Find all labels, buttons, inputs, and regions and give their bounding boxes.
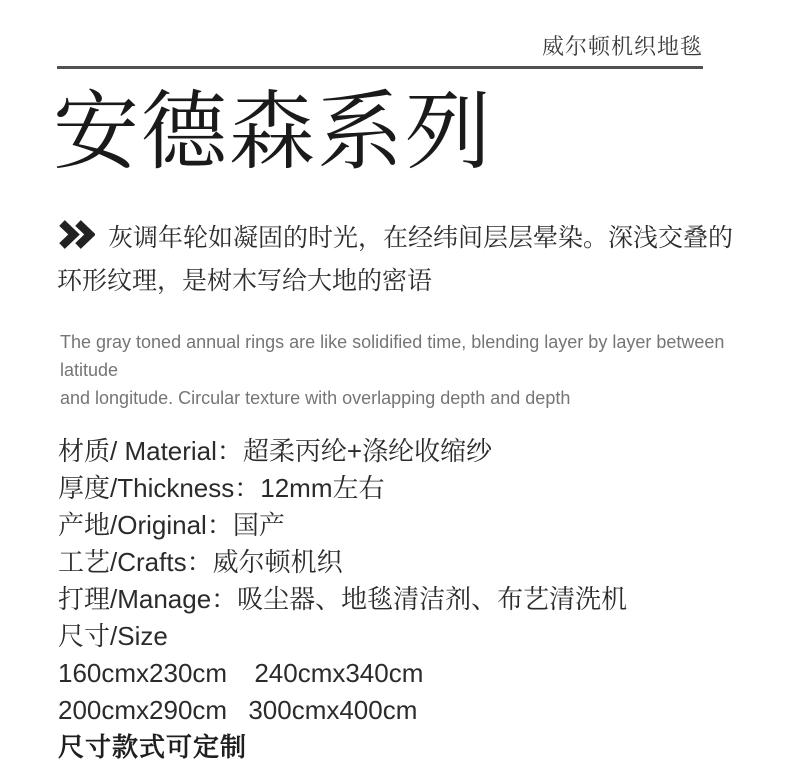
intro-en-line2: and longitude. Circular texture with overlapping depth and depth [60, 387, 571, 408]
spec-list [58, 433, 760, 766]
size-row-1 [58, 655, 760, 692]
spec-care: 打理/Manage：吸尘器、地毯清洁剂、布艺清洗机 [58, 583, 628, 614]
size-option: 240cmx340cm [254, 657, 424, 688]
spec-size-label: 尺寸/Size [58, 620, 168, 651]
intro-zh-line1: 灰调年轮如凝固的时光，在经纬间层层晕染。深浅交叠的 [108, 223, 734, 252]
series-title: 安德森系列 [53, 84, 493, 180]
intro-zh-line2: 环形纹理，是树木写给大地的密语 [57, 266, 433, 295]
header-category-label: 威尔顿机织地毯 [541, 34, 703, 59]
intro-zh [57, 218, 745, 301]
custom-size-note: 尺寸款式可定制 [58, 731, 248, 762]
spec-material: 材质/ Material：超柔丙纶+涤纶收缩纱 [58, 435, 493, 466]
spec-thickness: 厚度/Thickness：12mm左右 [58, 472, 385, 503]
header-divider [57, 66, 703, 69]
spec-origin: 产地/Original：国产 [58, 509, 285, 540]
size-option: 160cmx230cm [58, 657, 228, 688]
intro-en [60, 328, 745, 412]
spec-craft: 工艺/Crafts：威尔顿机织 [58, 546, 343, 577]
size-row-2 [58, 692, 760, 729]
size-option: 300cmx400cm [248, 694, 418, 725]
intro-en-line1: The gray toned annual rings are like solidified time, blending layer by layer between latitude [60, 331, 725, 380]
size-option: 200cmx290cm [58, 694, 228, 725]
double-chevron-right-icon [57, 220, 95, 261]
